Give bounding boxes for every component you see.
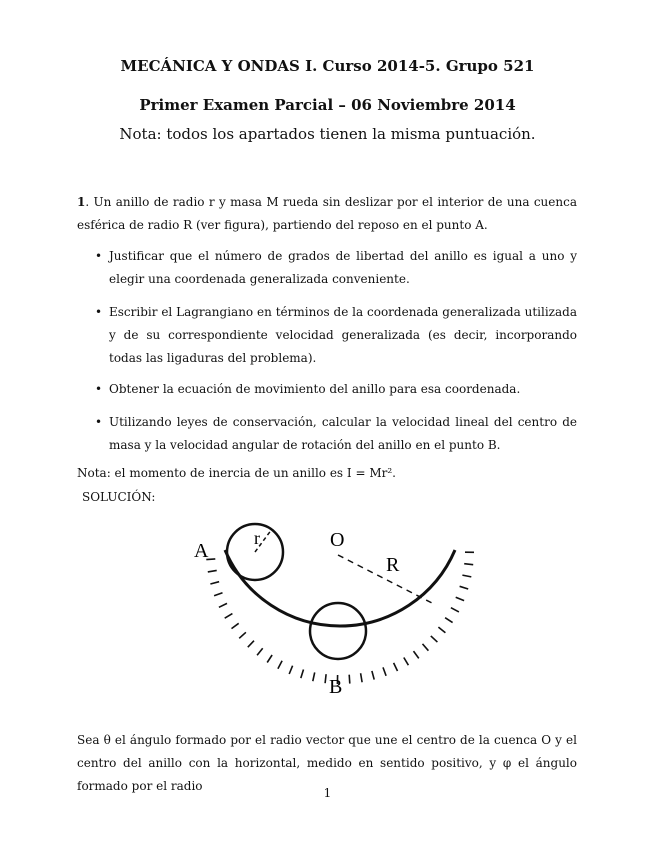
label-B: B <box>329 676 343 698</box>
hatch-mark <box>278 661 282 669</box>
hatch-mark <box>232 623 239 628</box>
hatch-mark <box>431 636 438 642</box>
bowl-figure <box>150 515 480 705</box>
hatch-mark <box>445 618 453 623</box>
hatch-mark <box>462 575 471 577</box>
hatch-mark <box>464 564 473 565</box>
hatch-mark <box>349 675 350 684</box>
hatch-mark <box>438 627 445 633</box>
hatch-mark <box>219 603 227 607</box>
hatch-mark <box>248 641 254 648</box>
bullet-icon: • <box>95 305 103 319</box>
hatch-mark <box>257 648 263 655</box>
hatch-mark <box>208 570 217 572</box>
scoring-note: Nota: todos los apartados tienen la misma puntuación. <box>119 125 536 143</box>
hatch-mark <box>414 651 419 658</box>
bowl-arc <box>225 550 455 626</box>
ring-at-B <box>310 603 366 659</box>
label-O: O <box>330 529 345 551</box>
course-title: MECÁNICA Y ONDAS I. Curso 2014-5. Grupo 521 <box>120 57 535 75</box>
hatch-mark <box>225 614 233 619</box>
hatch-mark <box>372 671 374 680</box>
hatch-mark <box>456 597 464 600</box>
bowl-hatching <box>206 552 474 684</box>
page-number: 1 <box>323 786 332 800</box>
hatch-mark <box>361 673 363 682</box>
hatch-mark <box>423 644 429 651</box>
label-r: r <box>254 528 260 548</box>
hatch-mark <box>404 658 409 666</box>
hatch-mark <box>267 655 272 663</box>
label-R: R <box>386 554 400 576</box>
bullet-icon: • <box>95 415 103 429</box>
hatch-mark <box>325 674 326 683</box>
hatch-mark <box>451 608 459 612</box>
hatch-mark <box>394 663 398 671</box>
hatch-mark <box>214 593 222 596</box>
problem-number: 1 <box>77 195 86 209</box>
list-item: • Obtener la ecuación de movimiento del anillo para esa coordenada. <box>109 378 577 401</box>
hatch-mark <box>301 670 304 679</box>
hatch-mark <box>460 586 469 589</box>
hatch-mark <box>239 632 246 638</box>
radius-R-line <box>338 555 432 603</box>
inertia-note: Nota: el momento de inercia de un anillo es I = Mr². <box>77 466 396 480</box>
list-item: • Justificar que el número de grados de libertad del anillo es igual a uno y elegir una coordenada generalizada conveniente. <box>109 245 577 291</box>
hatch-mark <box>210 582 219 584</box>
list-item: • Utilizando leyes de conservación, calcular la velocidad lineal del centro de masa y la velocidad angular de rotación del anillo en el punto B. <box>109 411 577 457</box>
hatch-mark <box>313 672 315 681</box>
bullet-icon: • <box>95 382 103 396</box>
problem-text: . Un anillo de radio r y masa M rueda sin deslizar por el interior de una cuenca esférica de radio R (ver figura), partiendo del reposo en el punto A. <box>77 195 577 232</box>
list-item: • Escribir el Lagrangiano en términos de la coordenada generalizada utilizada y de su correspondiente velocidad generalizada (es decir, incorporando todas las ligaduras del problema). <box>109 301 577 370</box>
problem-statement <box>77 191 577 237</box>
exam-title: Primer Examen Parcial – 06 Noviembre 2014 <box>139 96 516 114</box>
hatch-mark <box>383 667 386 675</box>
label-A: A <box>194 540 209 562</box>
solution-label: SOLUCIÓN: <box>82 490 156 504</box>
hatch-mark <box>289 666 292 674</box>
solution-text: Sea θ el ángulo formado por el radio vector que une el centro de la cuenca O y el centro del anillo con la horizontal, medido en sentido positivo, y φ el ángulo formado por el radio <box>77 733 577 793</box>
bullet-icon: • <box>95 249 103 263</box>
